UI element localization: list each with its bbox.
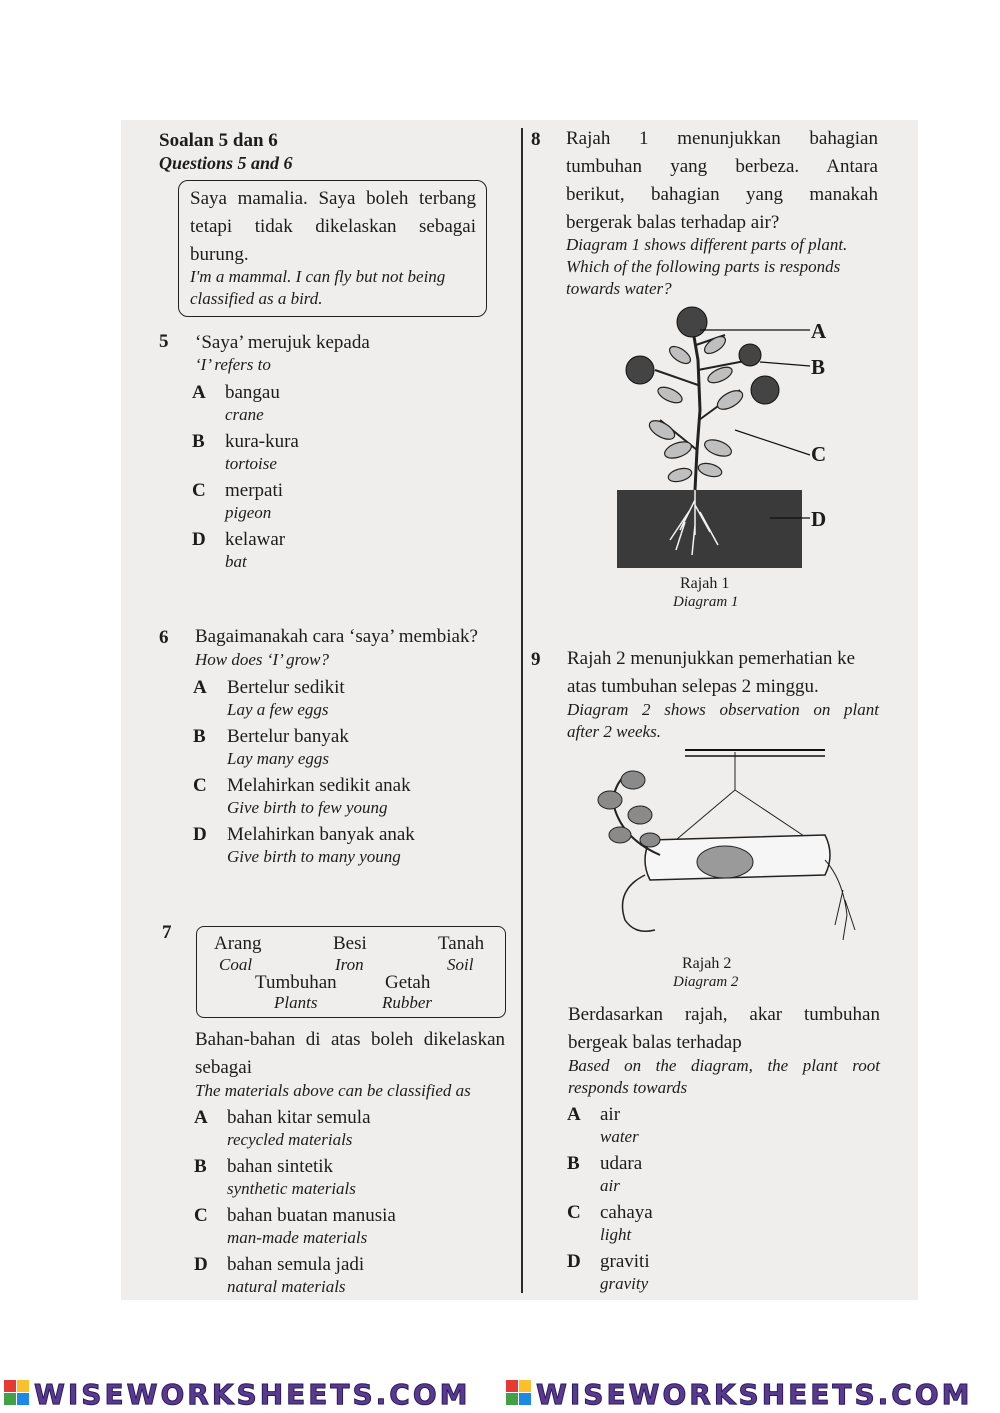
material-soil: Tanah <box>438 933 485 954</box>
q5-option-a-en: crane <box>225 405 264 424</box>
q6-option-a-text[interactable]: Bertelur sedikit <box>227 677 345 698</box>
material-plants: Tumbuhan <box>255 972 337 993</box>
question-9-text-4: bergeak balas terhadap <box>568 1032 742 1053</box>
q5-option-b-text[interactable]: kura-kura <box>225 431 299 452</box>
q9-option-c-letter[interactable]: C <box>567 1202 581 1223</box>
question-7-number: 7 <box>162 922 172 943</box>
plant-diagram-1 <box>600 300 840 580</box>
q7-option-c-letter[interactable]: C <box>194 1205 208 1226</box>
question-9-text-3: Berdasarkan rajah, akar tumbuhan <box>568 1004 880 1025</box>
riddle-line-2: tetapi tidak dikelaskan sebagai <box>190 216 476 237</box>
riddle-en-1: I'm a mammal. I can fly but not being <box>190 267 446 286</box>
q6-option-c-text[interactable]: Melahirkan sedikit anak <box>227 775 411 796</box>
q7-option-b-en: synthetic materials <box>227 1179 356 1198</box>
q5-option-d-letter[interactable]: D <box>192 529 206 550</box>
q5-option-c-letter[interactable]: C <box>192 480 206 501</box>
q9-option-a-letter[interactable]: A <box>567 1104 581 1125</box>
q5-option-d-en: bat <box>225 552 247 571</box>
question-7-text-2: sebagai <box>195 1057 252 1078</box>
question-9-en-2: after 2 weeks. <box>567 722 661 741</box>
question-6-number: 6 <box>159 627 169 648</box>
q6-option-c-letter[interactable]: C <box>193 775 207 796</box>
q5-option-c-text[interactable]: merpati <box>225 480 284 501</box>
question-7-text-en: The materials above can be classified as <box>195 1081 471 1100</box>
diagram-2-caption-en: Diagram 2 <box>673 974 739 990</box>
q9-option-d-letter[interactable]: D <box>567 1251 581 1272</box>
label-a: A <box>811 319 827 343</box>
label-d: D <box>811 507 827 531</box>
question-8-text-1: Rajah 1 menunjukkan bahagian <box>566 128 878 149</box>
q6-option-d-text[interactable]: Melahirkan banyak anak <box>227 824 415 845</box>
diagram-1-caption-en: Diagram 1 <box>673 594 739 610</box>
label-b: B <box>811 355 826 379</box>
question-9-text-2: atas tumbuhan selepas 2 minggu. <box>567 676 819 697</box>
q5-option-b-en: tortoise <box>225 454 277 473</box>
riddle-line-1: Saya mamalia. Saya boleh terbang <box>190 188 476 209</box>
material-iron: Besi <box>333 933 367 954</box>
watermark-text-2: WISEWORKSHEETS.COM <box>536 1378 973 1411</box>
q6-option-a-letter[interactable]: A <box>193 677 207 698</box>
question-9-en-3: Based on the diagram, the plant root <box>568 1056 880 1075</box>
section-heading-bm: Soalan 5 dan 6 <box>159 130 278 151</box>
q9-option-b-en: air <box>600 1176 620 1195</box>
q6-option-c-en: Give birth to few young <box>227 798 388 817</box>
question-8-en-2: Which of the following parts is responds <box>566 257 841 276</box>
material-rubber-en: Rubber <box>382 993 433 1012</box>
q7-option-b-text[interactable]: bahan sintetik <box>227 1156 334 1177</box>
column-divider <box>521 128 523 1293</box>
section-heading-en: Questions 5 and 6 <box>159 153 293 173</box>
material-rubber: Getah <box>385 972 431 993</box>
material-soil-en: Soil <box>447 955 474 974</box>
q6-option-b-en: Lay many eggs <box>227 749 329 768</box>
q6-option-b-text[interactable]: Bertelur banyak <box>227 726 349 747</box>
q6-option-a-en: Lay a few eggs <box>227 700 329 719</box>
question-8-text-2: tumbuhan yang berbeza. Antara <box>566 156 878 177</box>
material-iron-en: Iron <box>335 955 364 974</box>
question-5-number: 5 <box>159 331 169 352</box>
q7-option-c-text[interactable]: bahan buatan manusia <box>227 1205 396 1226</box>
q5-option-b-letter[interactable]: B <box>192 431 205 452</box>
wise-logo-icon-2 <box>506 1380 532 1406</box>
q5-option-a-letter[interactable]: A <box>192 382 206 403</box>
question-6-text-en: How does ‘I’ grow? <box>195 650 329 669</box>
question-8-text-4: bergerak balas terhadap air? <box>566 212 780 233</box>
question-9-text-1: Rajah 2 menunjukkan pemerhatian ke <box>567 648 856 669</box>
q9-option-c-text[interactable]: cahaya <box>600 1202 653 1223</box>
q9-option-a-en: water <box>600 1127 639 1146</box>
q9-option-d-en: gravity <box>600 1274 649 1293</box>
q5-option-c-en: pigeon <box>225 503 272 522</box>
riddle-en-2: classified as a bird. <box>190 289 323 308</box>
question-8-en-3: towards water? <box>566 279 672 298</box>
q7-option-a-en: recycled materials <box>227 1130 353 1149</box>
material-coal-en: Coal <box>219 955 253 974</box>
label-c: C <box>811 442 827 466</box>
question-5-text-en: ‘I’ refers to <box>195 355 271 374</box>
q9-option-b-letter[interactable]: B <box>567 1153 580 1174</box>
q9-option-b-text[interactable]: udara <box>600 1153 643 1174</box>
question-5-text: ‘Saya’ merujuk kepada <box>195 332 370 353</box>
q7-option-a-text[interactable]: bahan kitar semula <box>227 1107 371 1128</box>
material-coal: Arang <box>214 933 262 954</box>
wise-logo-icon <box>4 1380 30 1406</box>
watermark-text-1: WISEWORKSHEETS.COM <box>34 1378 471 1411</box>
q9-option-a-text[interactable]: air <box>600 1104 621 1125</box>
diagram-2-caption: Rajah 2 <box>682 955 732 972</box>
q6-option-d-letter[interactable]: D <box>193 824 207 845</box>
question-9-en-4: responds towards <box>568 1078 688 1097</box>
q5-option-a-text[interactable]: bangau <box>225 382 280 403</box>
q6-option-b-letter[interactable]: B <box>193 726 206 747</box>
q7-option-d-en: natural materials <box>227 1277 346 1296</box>
question-9-en-1: Diagram 2 shows observation on plant <box>567 700 879 719</box>
riddle-line-3: burung. <box>190 244 249 265</box>
q7-option-a-letter[interactable]: A <box>194 1107 208 1128</box>
q7-option-d-text[interactable]: bahan semula jadi <box>227 1254 365 1275</box>
question-8-text-3: berikut, bahagian yang manakah <box>566 184 878 205</box>
q5-option-d-text[interactable]: kelawar <box>225 529 286 550</box>
q7-option-b-letter[interactable]: B <box>194 1156 207 1177</box>
diagram-1-caption: Rajah 1 <box>680 575 730 592</box>
question-9-number: 9 <box>531 649 541 670</box>
q7-option-d-letter[interactable]: D <box>194 1254 208 1275</box>
material-plants-en: Plants <box>274 993 318 1012</box>
question-8-en-1: Diagram 1 shows different parts of plant. <box>566 235 848 254</box>
question-6-text: Bagaimanakah cara ‘saya’ membiak? <box>195 626 478 647</box>
footer-watermark-bar <box>0 1372 1000 1413</box>
q9-option-c-en: light <box>600 1225 632 1244</box>
plant-diagram-2 <box>585 740 865 960</box>
q9-option-d-text[interactable]: graviti <box>600 1251 650 1272</box>
question-8-number: 8 <box>531 129 541 150</box>
q6-option-d-en: Give birth to many young <box>227 847 401 866</box>
q7-option-c-en: man-made materials <box>227 1228 368 1247</box>
question-7-text: Bahan-bahan di atas boleh dikelaskan <box>195 1029 505 1050</box>
